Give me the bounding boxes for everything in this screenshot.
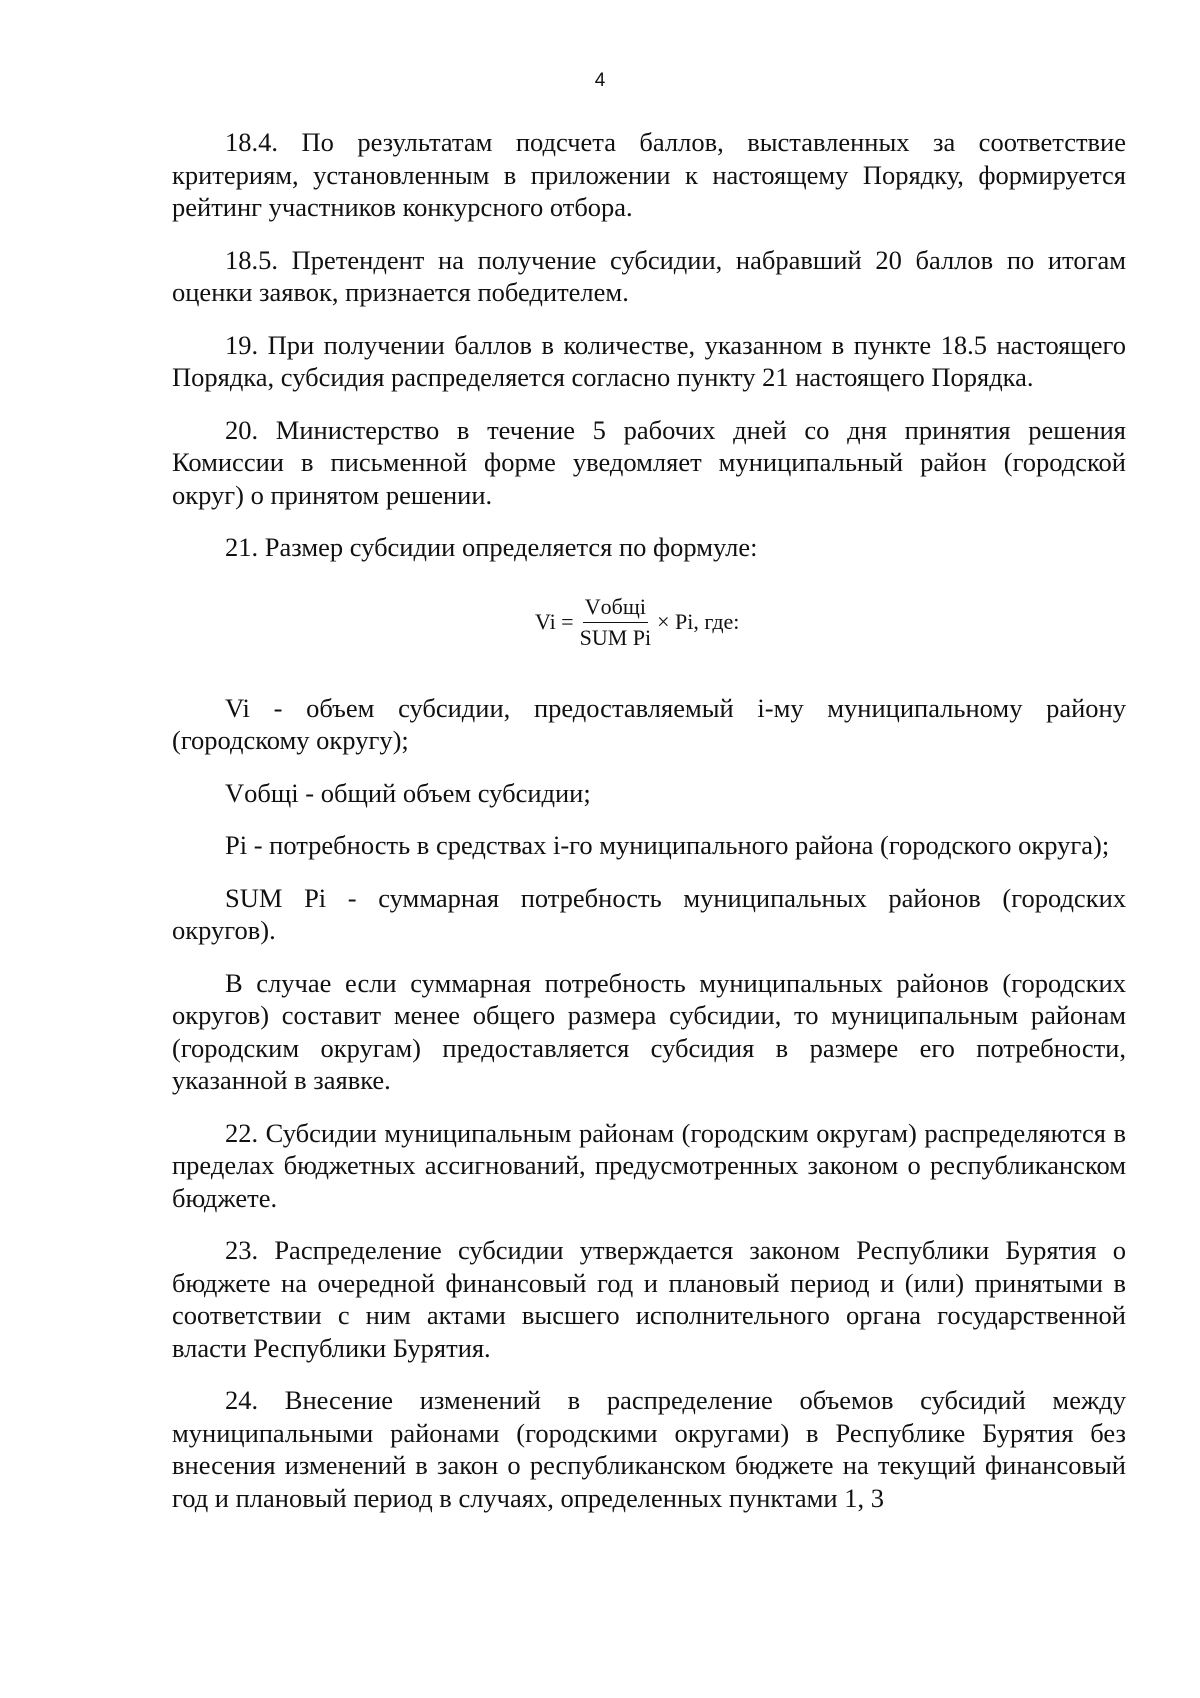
definition-vobshi: Vобщi - общий объем субсидии; <box>225 777 591 808</box>
definition-pi: Pi - потребность в средствах i-го муниципального района (городского округа); <box>225 830 1110 860</box>
formula-fraction <box>578 594 654 651</box>
formula-denominator: SUM Pi <box>579 624 652 650</box>
definition-vi: Vi - объем субсидии, предоставляемый i-му муниципальному району (городскому округу); <box>172 692 1126 755</box>
paragraph-18-4: 18.4. По результатам подсчета баллов, выставленных за соответствие критериям, установленным в приложении к настоящему Порядку, формируется рейтинг участников конкурсного отбора. <box>172 127 1126 222</box>
paragraph-21: 21. Размер субсидии определяется по формуле: <box>225 532 758 562</box>
definition-sum-pi: SUM Pi - суммарная потребность муниципальных районов (городских округов). <box>172 882 1126 945</box>
page-number: 4 <box>594 70 606 91</box>
subsidy-formula <box>535 594 739 651</box>
paragraph-24: 24. Внесение изменений в распределение объемов субсидий между муниципальными районами (городскими округами) в Республике Бурятия без внесения изменений в закон о республиканском бюджете на текущий финансовый год и плановый период в случаях, определенных пунктами 1, 3 <box>172 1385 1126 1513</box>
paragraph-20: 20. Министерство в течение 5 рабочих дней со дня принятия решения Комиссии в письменной форме уведомляет муниципальный район (городской округ) о принятом решении. <box>172 414 1126 510</box>
paragraph-18-5: 18.5. Претендент на получение субсидии, набравший 20 баллов по итогам оценки заявок, признается победителем. <box>172 244 1126 307</box>
paragraph-23: 23. Распределение субсидии утверждается законом Республики Бурятия о бюджете на очередной финансовый год и плановый период и (или) принятыми в соответствии с ним актами высшего исполнительного органа государственной власти Республики Бурятия. <box>172 1235 1126 1363</box>
paragraph-19: 19. При получении баллов в количестве, указанном в пункте 18.5 настоящего Порядка, субсидия распределяется согласно пункту 21 настоящего Порядка. <box>172 329 1126 392</box>
formula-lhs: Vi = <box>535 609 574 634</box>
formula-block <box>172 584 1126 684</box>
paragraph-22: 22. Субсидии муниципальным районам (городским округам) распределяются в пределах бюджетных ассигнований, предусмотренных законом о республиканском бюджете. <box>172 1117 1126 1213</box>
document-body <box>172 126 1126 1534</box>
formula-rhs: × Pi, где: <box>657 609 740 634</box>
formula-numerator: Vобщi <box>583 594 648 623</box>
paragraph-case: В случае если суммарная потребность муниципальных районов (городских округов) составит менее общего размера субсидии, то муниципальным районам (городским округам) предоставляется субсидия в размере его потребности, указанной в заявке. <box>172 967 1126 1095</box>
